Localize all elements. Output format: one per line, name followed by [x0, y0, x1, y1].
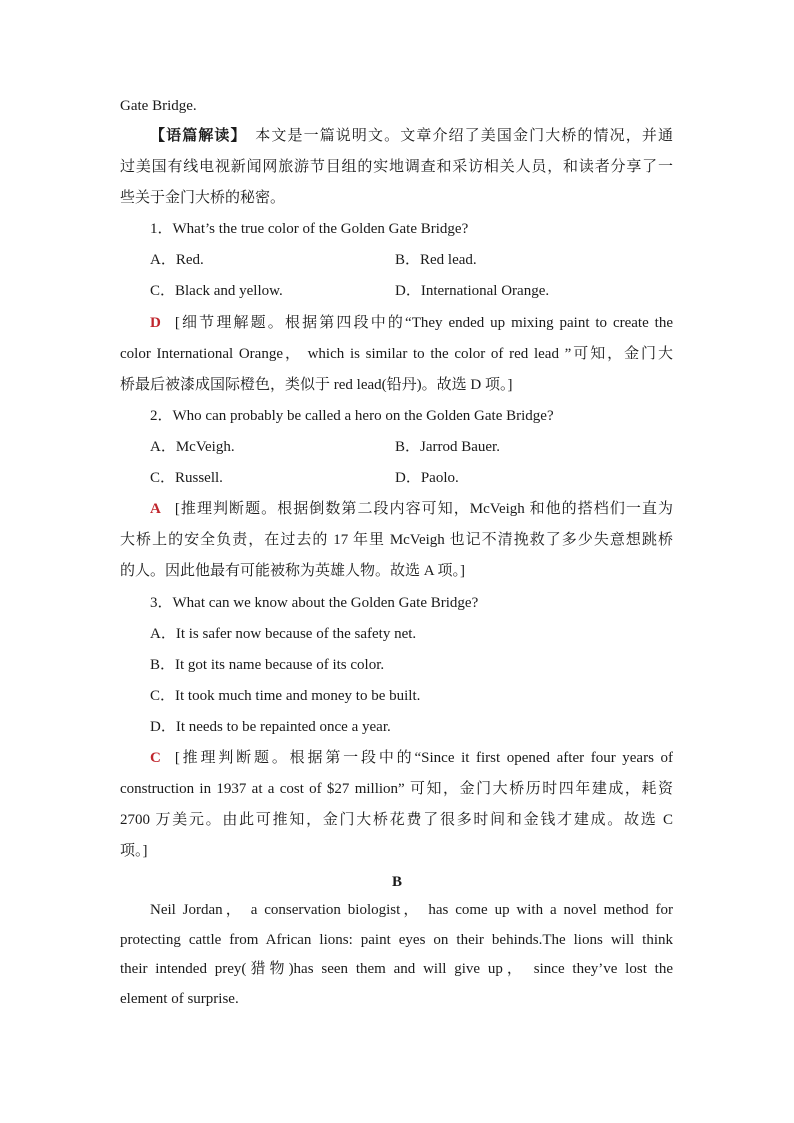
q3-explanation-line-1: [150, 748, 673, 768]
q2-explanation-line-2: 大桥上的安全负责，在过去的 17 年里 McVeigh 也记不清挽救了多少失意想跳桥: [120, 532, 673, 548]
section-b-paragraph-line-3: their intended prey(猎物)has seen them and will give up， since they’ve lost the: [120, 961, 673, 977]
q2-explanation-line-1: [150, 499, 673, 519]
q2-answer: A: [150, 501, 161, 517]
q3-explanation-line-4: 项。]: [120, 843, 148, 859]
q2-exp-text-1: [推理判断题。根据倒数第二段内容可知，McVeigh 和他的搭档们一直为: [174, 501, 673, 517]
section-b-paragraph-line-1: Neil Jordan， a conservation biologist， has come up with a novel method for: [150, 902, 673, 918]
q2-option-c: C．Russell.: [150, 470, 223, 486]
q1-answer: D: [150, 315, 161, 331]
q3-option-d: D．It needs to be repainted once a year.: [150, 719, 391, 735]
q1-question: 1．What’s the true color of the Golden Gate Bridge?: [150, 221, 469, 237]
q2-option-a: A．McVeigh.: [150, 439, 235, 455]
analysis-line-1: [150, 126, 673, 146]
section-b-paragraph-line-4: element of surprise.: [120, 991, 239, 1007]
q1-option-c: C．Black and yellow.: [150, 283, 283, 299]
q1-explanation-line-2: color International Orange， which is similar to the color of red lead ”可知，金门大: [120, 346, 673, 362]
q2-option-d: D．Paolo.: [395, 470, 459, 486]
q1-option-b: B．Red lead.: [395, 252, 477, 268]
q2-explanation-line-3: 的人。因此他最有可能被称为英雄人物。故选 A 项。]: [120, 563, 466, 579]
q3-question: 3．What can we know about the Golden Gate Bridge?: [150, 595, 479, 611]
analysis-line-3: 些关于金门大桥的秘密。: [120, 190, 286, 206]
analysis-text-1: 本文是一篇说明文。文章介绍了美国金门大桥的情况，并通: [255, 128, 673, 144]
intro-tail: Gate Bridge.: [120, 98, 197, 114]
q3-explanation-line-3: 2700 万美元。由此可推知，金门大桥花费了很多时间和金钱才建成。故选 C: [120, 812, 673, 828]
q1-option-a: A．Red.: [150, 252, 204, 268]
q1-exp-text-1: [细节理解题。根据第四段中的“They ended up mixing paint to create the: [174, 315, 673, 331]
q2-question: 2．Who can probably be called a hero on the Golden Gate Bridge?: [150, 408, 554, 424]
q3-exp-text-1: [推理判断题。根据第一段中的“Since it first opened after four years of: [174, 750, 673, 766]
analysis-label: 【语篇解读】: [150, 128, 240, 144]
section-b-paragraph-line-2: protecting cattle from African lions: paint eyes on their behinds.The lions will think: [120, 932, 673, 948]
q1-option-d: D．International Orange.: [395, 283, 550, 299]
section-b-heading: B: [391, 874, 402, 890]
analysis-line-2: 过美国有线电视新闻网旅游节目组的实地调查和采访相关人员，和读者分享了一: [120, 159, 673, 175]
q2-option-b: B．Jarrod Bauer.: [395, 439, 500, 455]
q3-option-b: B．It got its name because of its color.: [150, 657, 385, 673]
q3-explanation-line-2: construction in 1937 at a cost of $27 million” 可知，金门大桥历时四年建成，耗资: [120, 781, 673, 797]
q3-answer: C: [150, 750, 161, 766]
q3-option-c: C．It took much time and money to be built.: [150, 688, 421, 704]
q1-explanation-line-1: [150, 313, 673, 333]
q3-option-a: A．It is safer now because of the safety net.: [150, 626, 417, 642]
q1-explanation-line-3: 桥最后被漆成国际橙色，类似于 red lead(铅丹)。故选 D 项。]: [120, 377, 513, 393]
